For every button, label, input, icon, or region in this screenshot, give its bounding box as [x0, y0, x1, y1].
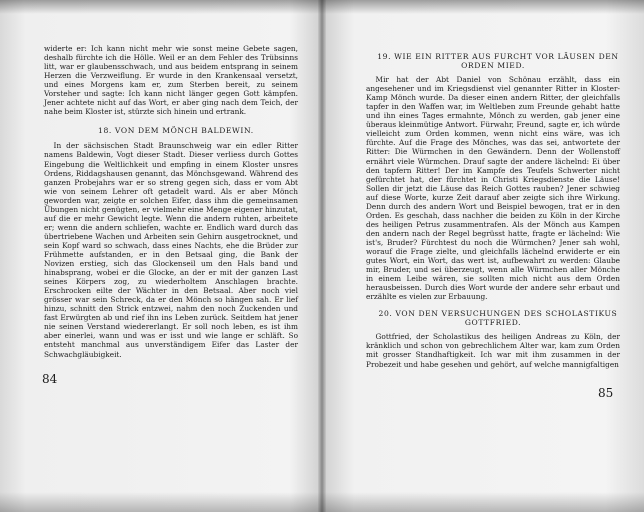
- chapter-18-title: 18. VON DEM MÖNCH BALDEWIN.: [98, 126, 254, 136]
- chapter-18-body: In der sächsischen Stadt Braunschweig war ein edler Ritter namens Baldewin, Vogt dieser Stadt. Dieser verliess durch Gottes Eingebung die Weltlichkeit und empfing in einem Kloster unsres Ordens, Riddagshausen genannt, das Mönchsgewand. Während des ganzen Probejahrs war er so streng gegen sich, dass er vom Abt wie von seinem Lehrer oft getadelt ward. Als er aber Mönch geworden war, zeigte er solchen Eifer, dass ihm die gemeinsamen Übungen nicht genügten, er vielmehr eine Menge eigener hinzutat, auf die er mehr Gewicht legte. Wenn die andern ruhten, arbeitete er; wenn die andern schliefen, wachte er. Endlich ward durch das übertriebene Wachen und Arbeiten sein Gehirn ausgetrocknet, und sein Kopf ward so schwach, dass eines Nachts, ehe die Brüder zur Frühmette aufstanden, er in den Betsaal ging, die Bank der Novizen erstieg, sich das Glockenseil um den Hals band und hinabsprang, wobei er die Glocke, an der er mit der ganzen Last seines Körpers zog, zu wiederholtem Anschlagen brachte. Erschrocken eilte der Wächter in den Betsaal. Aber noch viel grösser war sein Schreck, da er den Mönch so hängen sah. Er lief hinzu, schnitt den Strick entzwei, nahm den noch Zuckenden und fast Erwürgten ab und rief ihn ins Leben zurück. Seitdem hat jener nie seinen Verstand wiedererlangt. Er soll noch leben, es ist ihm aber einerlei, wann und was er isst und wie lange er schläft. So entsteht manchmal aus unverständigem Eifer das Laster der Schwachgläubigkeit.: [44, 141, 298, 359]
- chapter-20-body: Gottfried, der Scholastikus des heiligen Andreas zu Köln, der kränklich und schon von gebrechlichem Alter war, kam zum Orden mit grosser Standhaftigkeit. Ich war mit ihm zusammen in der Probezeit und habe gesehen und gehört, auf welche mannigfaltigen: [366, 332, 620, 369]
- chapter-19-body: Mir hat der Abt Daniel von Schönau erzählt, dass ein angesehener und im Kriegsdienst viel genannter Ritter in Kloster-Kamp Mönch wurde. Da dieser einen andern Ritter, der gleichfalls tapfer in den Waffen war, im Weltleben zum Freunde gehabt hatte und ihn eines Tages ermahnte, Mönch zu werden, gab jener eine überaus kleinmütige Antwort. Fürwahr, Freund, sagte er, ich würde vielleicht zum Orden kommen, wenn nicht eins wäre, was ich fürchte. Auf die Frage des Mönches, was das sei, antwortete der Ritter: Die Würmchen in den Gewändern. Denn der Wollenstoff ernährt viele Würmchen. Drauf sagte der andere lächelnd: Ei über den tapfern Ritter! Der im Kampfe des Teufels Schwerter nicht gefürchtet hat, der fürchtet in Christi Kriegsdienste die Läuse! Sollen dir jetzt die Läuse das Reich Gottes rauben? Jener schwieg auf diese Worte, kurze Zeit darauf aber zeigte sich ihre Wirkung. Denn durch des andern Wort und Beispiel bewogen, trat er in den Orden. Es geschah, dass nachher die beiden zu Köln in der Kirche des heiligen Petrus zusammentrafen. Als der Mönch aus Kampen den andern nach der Regel begrüsst hatte, fragte er lächelnd: Wie ist's, Bruder? Fürchtest du noch die Würmchen? Jener sah wohl, worauf die Frage zielte, und gleichfalls lächelnd erwiderte er ein gutes Wort, ein Wort, das wert ist, aufbewahrt zu werden: Glaube mir, Bruder, und sei überzeugt, wenn alle Würmchen aller Mönche in einem Leibe wären, sie sollten mich nicht aus dem Orden herausbeissen. Durch dies Wort wurde der andere sehr erbaut und erzählte es vielen zur Erbauung.: [366, 75, 620, 302]
- chapter-20-title: 20. VON DEN VERSUCHUNGEN DES SCHOLASTIKUS GOTTFRIED.: [378, 309, 618, 328]
- page-number-right: 85: [598, 386, 614, 400]
- page-number-left: 84: [42, 372, 58, 386]
- chapter-19-title: 19. WIE EIN RITTER AUS FURCHT VOR LÄUSEN DEN ORDEN MIED.: [377, 52, 619, 71]
- continuation-paragraph: widerte er: Ich kann nicht mehr wie sonst meine Gebete sagen, deshalb fürchte ich die Hölle. Weil er an dem Fehler des Trübsinns litt, war er glaubensschwach, und aus beidem entsprang in seinem Herzen die Verzweiflung. Er wurde in den Krankensaal versetzt, und eines Morgens kam er, zum Sterben bereit, zu seinem Vorsteher und sagte: Ich kann nicht länger gegen Gott kämpfen. Jener achtete nicht auf das Wort, er aber ging nach dem Teich, der nahe beim Kloster ist, stürzte sich hinein und ertrank.: [44, 44, 298, 117]
- bottom-edge-shadow: [0, 492, 644, 512]
- right-page-text: [366, 52, 620, 369]
- top-edge-shadow: [0, 0, 644, 14]
- left-page-text: [44, 44, 298, 359]
- right-page: [322, 0, 644, 512]
